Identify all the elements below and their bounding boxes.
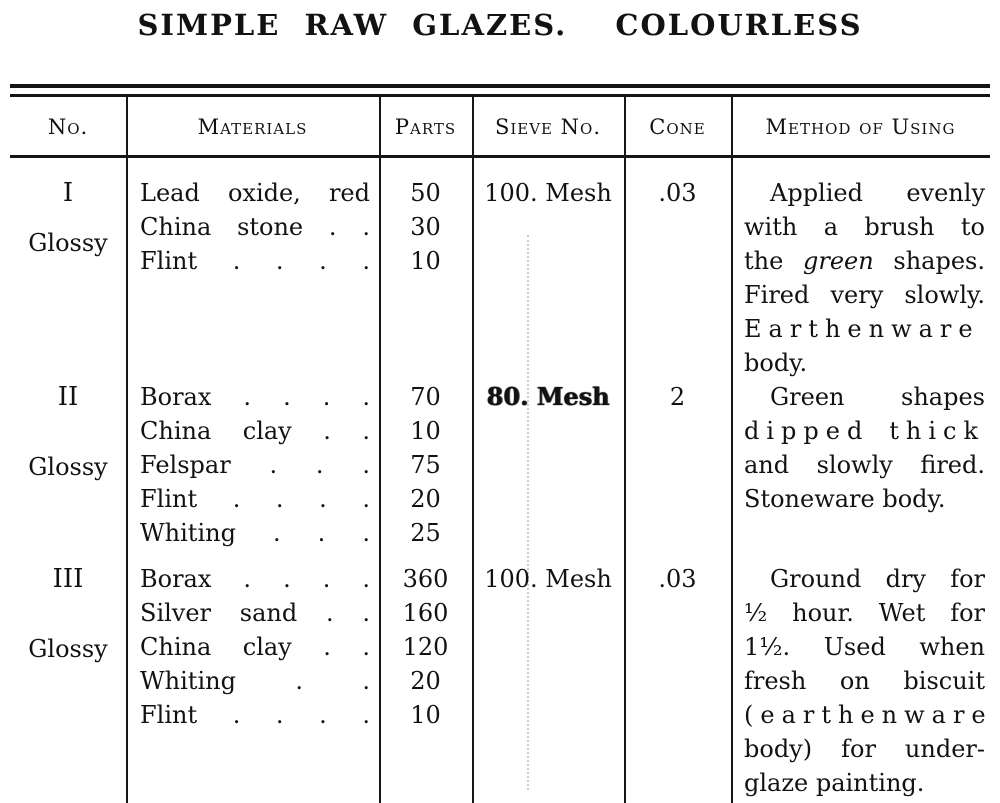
method-line: body) for under- bbox=[744, 735, 985, 763]
table-top-rule-2 bbox=[10, 94, 990, 97]
column-header-no: No. bbox=[47, 115, 89, 139]
cell-method-of-using bbox=[744, 562, 993, 800]
cell-method-of-using bbox=[744, 176, 985, 380]
material-line: Borax . . . . bbox=[140, 383, 370, 411]
parts-value: 160 bbox=[402, 599, 449, 627]
column-divider-no-materials bbox=[126, 97, 128, 803]
method-line: Ground dry for bbox=[770, 565, 985, 593]
parts-value: 10 bbox=[410, 417, 441, 445]
parts-value: 50 bbox=[410, 179, 441, 207]
parts-value: 20 bbox=[410, 667, 441, 695]
method-line: 1½. Used when bbox=[744, 633, 985, 661]
header-underline-rule bbox=[10, 155, 990, 158]
cell-materials bbox=[140, 380, 370, 550]
method-line: (earthenware bbox=[744, 701, 993, 729]
material-line: Whiting . . . bbox=[140, 519, 370, 547]
method-line: fresh on biscuit bbox=[744, 667, 985, 695]
material-line: Flint . . . . bbox=[140, 701, 370, 729]
material-line: Silver sand . . bbox=[140, 599, 370, 627]
parts-value: 360 bbox=[402, 565, 449, 593]
cell-cone: .03 bbox=[658, 565, 697, 593]
cell-parts bbox=[379, 176, 472, 278]
cell-parts bbox=[379, 562, 472, 732]
method-text-italic: green bbox=[803, 247, 874, 275]
column-header-cone: Cone bbox=[649, 115, 706, 139]
parts-value: 10 bbox=[410, 701, 441, 729]
column-header-method-of-using: Method of Using bbox=[765, 115, 956, 139]
parts-value: 20 bbox=[410, 485, 441, 513]
method-line: Green shapes bbox=[770, 383, 985, 411]
column-header-sieve-no: Sieve No. bbox=[494, 115, 602, 139]
cell-method-of-using bbox=[744, 380, 985, 516]
material-line: Borax . . . . bbox=[140, 565, 370, 593]
parts-value: 30 bbox=[410, 213, 441, 241]
glaze-number: II bbox=[57, 382, 79, 412]
parts-value: 120 bbox=[402, 633, 449, 661]
cell-cone: 2 bbox=[669, 383, 686, 411]
cell-materials bbox=[140, 562, 370, 732]
method-line: glaze painting. bbox=[744, 769, 925, 797]
table-top-rule-1 bbox=[10, 84, 990, 88]
method-text: shapes. bbox=[873, 247, 985, 275]
scan-artifact-dotted-line bbox=[527, 235, 529, 790]
column-divider-cone-method bbox=[731, 97, 733, 803]
cell-sieve-no: 100. Mesh bbox=[484, 565, 612, 593]
method-line: Applied evenly bbox=[770, 179, 985, 207]
material-line: China clay . . bbox=[140, 417, 370, 445]
method-text: the bbox=[744, 247, 803, 275]
method-line: ½ hour. Wet for bbox=[744, 599, 985, 627]
cell-sieve-no: 80. Mesh bbox=[486, 382, 610, 411]
method-line: dipped thick bbox=[744, 417, 985, 445]
cell-parts bbox=[379, 380, 472, 550]
material-line: Whiting . . bbox=[140, 667, 370, 695]
glaze-finish: Glossy bbox=[28, 453, 108, 481]
cell-no bbox=[10, 176, 126, 257]
material-line: Felspar . . . bbox=[140, 451, 370, 479]
method-line: Fired very slowly. bbox=[744, 281, 985, 309]
material-line: China clay . . bbox=[140, 633, 370, 661]
column-header-parts: Parts bbox=[394, 115, 457, 139]
glaze-number: I bbox=[62, 178, 74, 208]
glaze-number: III bbox=[52, 564, 84, 594]
method-line: Stoneware body. bbox=[744, 485, 946, 513]
parts-value: 25 bbox=[410, 519, 441, 547]
material-line: Flint . . . . bbox=[140, 485, 370, 513]
glaze-finish: Glossy bbox=[28, 229, 108, 257]
method-line: and slowly fired. bbox=[744, 451, 985, 479]
material-line: Flint . . . . bbox=[140, 247, 370, 275]
parts-value: 10 bbox=[410, 247, 441, 275]
cell-cone: .03 bbox=[658, 179, 697, 207]
method-line: body. bbox=[744, 349, 808, 377]
page-title: SIMPLE RAW GLAZES. COLOURLESS bbox=[137, 8, 863, 42]
parts-value: 70 bbox=[410, 383, 441, 411]
cell-sieve-no: 100. Mesh bbox=[484, 179, 612, 207]
column-header-materials: Materials bbox=[197, 115, 308, 139]
method-line: Earthenware bbox=[744, 315, 980, 343]
method-line bbox=[744, 244, 985, 278]
parts-value: 75 bbox=[410, 451, 441, 479]
cell-no bbox=[10, 380, 126, 481]
cell-no bbox=[10, 562, 126, 663]
glaze-finish: Glossy bbox=[28, 635, 108, 663]
material-line: China stone . . bbox=[140, 213, 370, 241]
material-line: Lead oxide, red bbox=[140, 179, 370, 207]
cell-materials bbox=[140, 176, 370, 278]
method-line: with a brush to bbox=[744, 213, 985, 241]
